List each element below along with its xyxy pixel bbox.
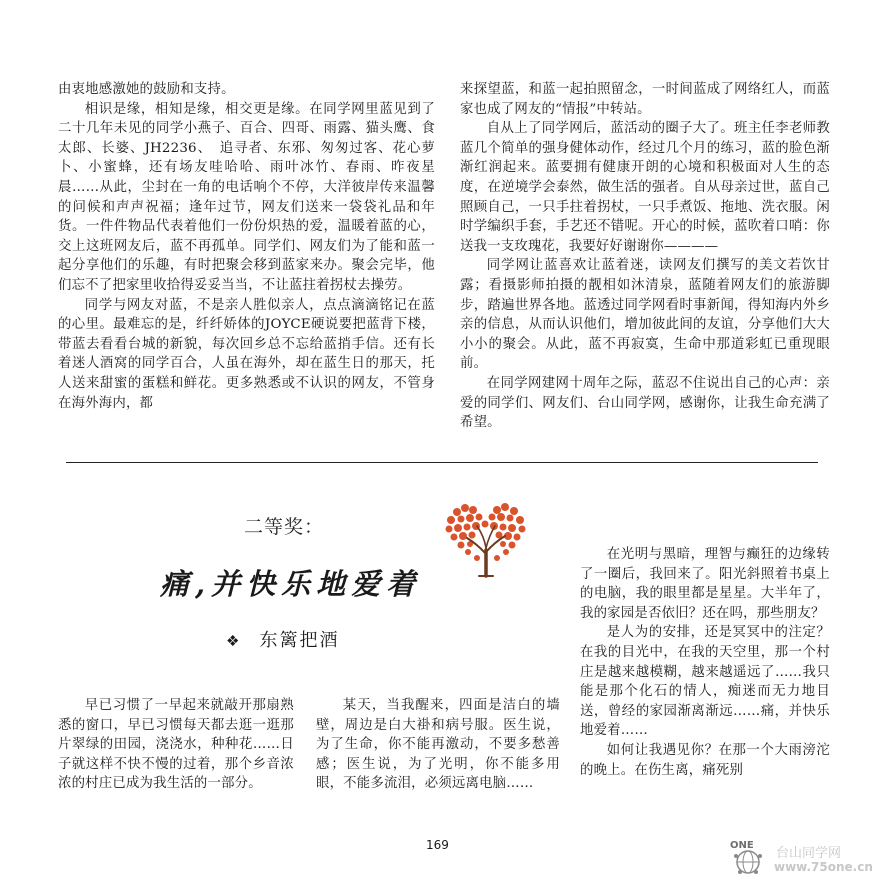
globe-logo-icon [726,838,770,876]
story-column-2 [316,696,560,794]
article-column-left [58,80,435,413]
paragraph: 如何让我遇见你？在那一个大雨滂沱的晚上。在伤生离，痛死别 [580,742,830,778]
paragraph: 来探望蓝，和蓝一起拍照留念，一时间蓝成了网络红人，而蓝家也成了网友的“情报”中转站。 [460,82,830,117]
article-column-right [460,80,830,433]
paragraph: 是人为的安排，还是冥冥中的注定？在我的目光中，在我的天空里，那一个村庄是越来越模糊，越来越遥远了……我只能是那个化石的情人，痴迷而无力地目送，曾经的家园渐离渐远……痛，并快乐地爱着…… [580,625,830,739]
watermark-url: www.75one.cn [774,860,873,874]
paragraph: 在光明与黑暗，理智与癫狂的边缘转了一圈后，我回来了。阳光斜照着书桌上的电脑，我的眼里都是星星。大半年了，我的家园是否依旧？还在吗，那些朋友？ [580,547,830,621]
story-title: 痛,并快乐地爱着 [160,567,422,601]
paragraph: 早已习惯了一早起来就敲开那扇熟悉的窗口，早已习惯每天都去逛一逛那片翠绿的田园，浇浇水，种种花……日子就这样不快不慢的过着，那个乡音浓浓的村庄已成为我生活的一部分。 [58,698,294,792]
heart-tree-illustration [437,498,535,578]
paragraph: 同学与网友对蓝，不是亲人胜似亲人，点点滴滴铭记在蓝的心里。最难忘的是，纤纤娇体的JOYCE硬说要把蓝背下楼，带蓝去看看台城的新貌，每次回乡总不忘给蓝捎手信。还有长着迷人酒窝的同学百合，人虽在海外，却在蓝生日的那天，托人送来甜蜜的蛋糕和鲜花。更多熟悉或不认识的网友，不管身在海外海内，都 [58,297,435,411]
diamond-bullet-icon: ❖ [226,632,242,650]
story-column-1 [58,696,294,794]
paragraph: 自从上了同学网后，蓝活动的圈子大了。班主任李老师教蓝几个简单的强身健体动作，经过几个月的练习，蓝的脸色渐渐红润起来。蓝要拥有健康开朗的心境和积极面对人生的态度，在逆境学会泰然，做生活的强者。自从母亲过世，蓝自己照顾自己，一只手拄着拐杖，一只手煮饭、拖地、洗衣服。闲时学编织手套，手艺还不错呢。开心的时候，蓝吹着口哨：你送我一支玫瑰花，我要好好谢谢你———— [460,121,830,254]
story-column-3 [580,545,830,780]
watermark-site-name: 台山同学网 [776,846,842,861]
award-label: 二等奖： [244,516,325,538]
paragraph: 同学网让蓝喜欢让蓝着迷，读网友们撰写的美文若饮甘露；看摄影师拍摄的靓相如沐清泉，蓝随着网友们的旅游脚步，踏遍世界各地。蓝透过同学网看时事新闻，得知海内外乡亲的信息，从而认识他们，增加彼此间的友谊，分享他们大大小小的聚会。从此，蓝不再寂寞，生命中那道彩虹已重现眼前。 [460,258,830,372]
section-divider [66,462,818,463]
paragraph: 由衷地感激她的鼓励和支持。 [58,82,235,97]
paragraph: 在同学网建网十周年之际，蓝忍不住说出自己的心声：亲爱的同学们、网友们、台山同学网，感谢你，让我生命充满了希望。 [460,375,830,431]
site-watermark [726,838,876,878]
paragraph: 某天，当我醒来，四面是洁白的墙壁，周边是白大褂和病号服。医生说，为了生命，你不能再激动，不要多愁善感；医生说，为了光明，你不能多用眼，不能多流泪，必须远离电脑…… [316,698,560,792]
author-name: 东篱把酒 [259,630,340,651]
paragraph: 相识是缘，相知是缘，相交更是缘。在同学网里蓝见到了二十几年未见的同学小燕子、百合、四哥、雨露、猫头鹰、食太郎、长婆、JH2236、 追寻者、东邪、匆匆过客、花心萝卜、小蜜蜂，还有场友哇哈哈、雨叶冰竹、春雨、昨夜星晨……从此，尘封在一角的电话响个不停，大洋彼岸传来温馨的问候和声声祝福；逢年过节，网友们送来一袋袋礼品和年货。一件件物品代表着他们一份份炽热的爱，温暖着蓝的心，交上这班网友后，蓝不再孤单。同学们、网友们为了能和蓝一起分享他们的乐趣，有时把聚会移到蓝家来办。聚会完毕，他们忘不了把家里收拾得妥妥当当，不让蓝拄着拐杖去操劳。 [58,101,435,293]
page-number: 169 [426,838,449,852]
svg-text:ONE: ONE [730,840,754,851]
byline [226,626,339,652]
